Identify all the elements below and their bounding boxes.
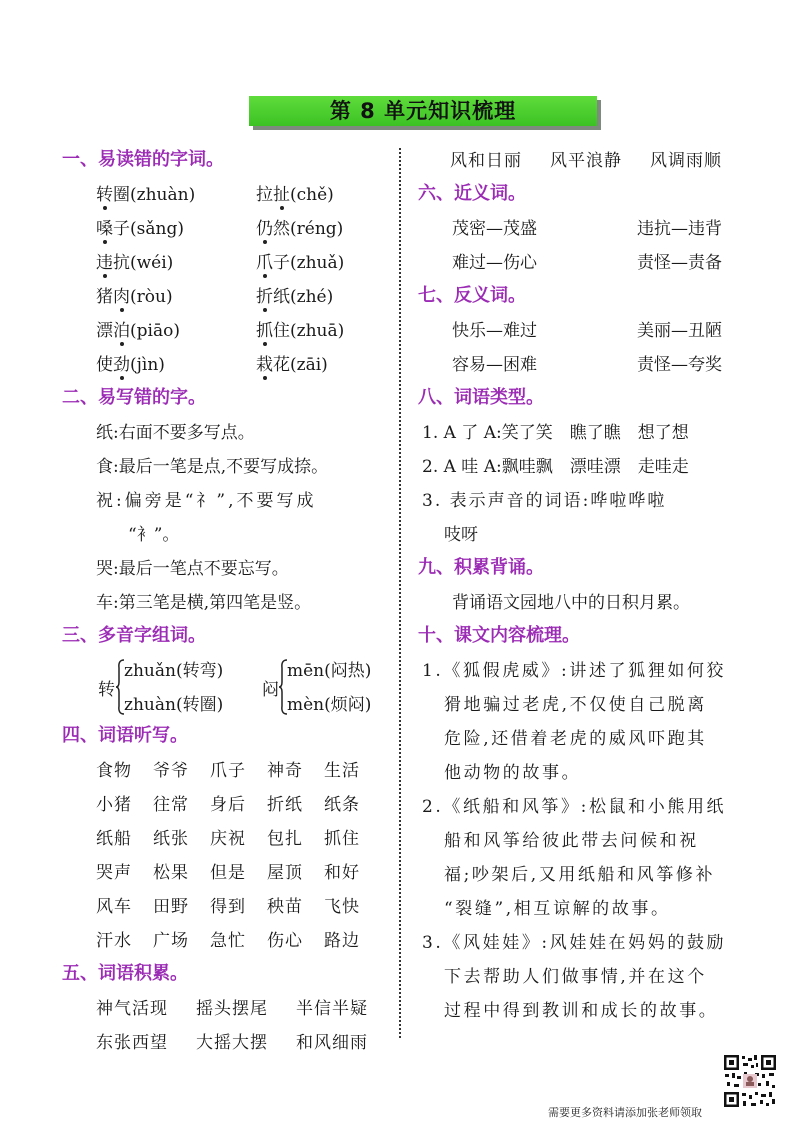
pinyin-word — [96, 212, 256, 246]
emphasized-char: 泊 — [113, 314, 130, 348]
dictation-word: 伤心 — [267, 931, 303, 951]
summary-text: 船和风筝给彼此带去问候和祝 — [444, 831, 699, 851]
pinyin-word — [96, 348, 256, 382]
word-pair-row — [422, 246, 774, 280]
word-part: (piāo) — [130, 321, 180, 341]
section-title: 十、课文内容梳理。 — [418, 625, 580, 646]
emphasized-char: 劲 — [113, 348, 130, 382]
polyphone-block — [66, 654, 384, 720]
dictation-word: 但是 — [210, 863, 246, 883]
emphasized-char: 折 — [256, 280, 273, 314]
pinyin-word — [256, 348, 328, 382]
dictation-word: 纸条 — [324, 795, 360, 815]
list-item: 2. A 哇 A:飘哇飘 漂哇漂 走哇走 — [422, 457, 689, 477]
pinyin-word — [96, 314, 256, 348]
emphasized-char: 肉 — [113, 280, 130, 314]
emphasized-char: 仍 — [256, 212, 273, 246]
list-item: 食:最后一笔是点,不要写成捺。 — [96, 457, 329, 477]
summary-line — [422, 994, 774, 1028]
summary-text: 《纸船和风筝》:松鼠和小熊用纸 — [443, 797, 727, 817]
pinyin-word — [96, 246, 256, 280]
word-part: 拉 — [256, 185, 273, 205]
dictation-word: 广场 — [153, 931, 189, 951]
dictation-word: 庆祝 — [210, 829, 246, 849]
lesson-summary-list — [422, 654, 774, 1028]
word-row — [66, 890, 384, 924]
section-title: 一、易读错的字词。 — [62, 149, 224, 170]
idiom: 风平浪静 — [550, 151, 622, 171]
idiom: 风调雨顺 — [650, 151, 722, 171]
summary-text: 过程中得到教训和成长的故事。 — [444, 1001, 719, 1021]
word-part: 猪 — [96, 287, 113, 307]
qr-code-icon — [722, 1053, 778, 1109]
summary-line — [422, 960, 774, 994]
pinyin-word — [256, 212, 343, 246]
word-part: 使 — [96, 355, 113, 375]
emphasized-char: 扯 — [273, 178, 290, 212]
word-pair: 美丽—丑陋 — [637, 321, 722, 341]
word-accumulation-list — [66, 992, 384, 1060]
footer-note: 需要更多资料请添加张老师领取 — [548, 1106, 702, 1119]
dictation-word: 得到 — [210, 897, 246, 917]
synonym-list — [422, 212, 774, 280]
word-part: 然(réng) — [273, 219, 344, 239]
emphasized-char: 栽 — [256, 348, 273, 382]
dictation-word: 风车 — [96, 897, 132, 917]
dictation-word-grid — [66, 754, 384, 958]
list-item: 3. 表示声音的词语:哗啦哗啦 — [422, 491, 667, 511]
list-item: 纸:右面不要多写点。 — [96, 423, 255, 443]
item-number: 2. — [422, 797, 444, 817]
pinyin-word — [96, 178, 256, 212]
summary-line — [422, 790, 774, 824]
dictation-word: 田野 — [153, 897, 189, 917]
section-title: 九、积累背诵。 — [418, 557, 544, 578]
pinyin-word — [256, 246, 344, 280]
word-row — [66, 856, 384, 890]
idiom: 摇头摆尾 — [196, 999, 268, 1019]
word-row — [66, 822, 384, 856]
pinyin-word — [256, 314, 344, 348]
pinyin-word — [256, 178, 334, 212]
word-pair: 容易—困难 — [452, 355, 537, 375]
dictation-word: 抓住 — [324, 829, 360, 849]
word-part: 圈(zhuàn) — [113, 185, 196, 205]
dictation-word: 食物 — [96, 761, 132, 781]
list-item: 车:第三笔是横,第四笔是竖。 — [96, 593, 312, 613]
right-column — [418, 144, 774, 1028]
word-part: (chě) — [290, 185, 334, 205]
dictation-word: 汗水 — [96, 931, 132, 951]
item-number: 3. — [422, 933, 444, 953]
page-title: 第 8 单元知识梳理 — [249, 96, 597, 126]
word-row — [66, 178, 384, 212]
dictation-word: 往常 — [153, 795, 189, 815]
dictation-word: 神奇 — [267, 761, 303, 781]
summary-text: “裂缝”,相互谅解的故事。 — [444, 899, 671, 919]
list-item: 哭:最后一笔点不要忘写。 — [96, 559, 289, 579]
dictation-word: 爪子 — [210, 761, 246, 781]
emphasized-char: 爪 — [256, 246, 273, 280]
summary-line — [422, 688, 774, 722]
list-item-continued: 吱呀 — [444, 525, 478, 545]
dictation-word: 哭声 — [96, 863, 132, 883]
dictation-word: 爷爷 — [153, 761, 189, 781]
summary-text: 他动物的故事。 — [444, 763, 582, 783]
summary-line — [422, 654, 774, 688]
dictation-word: 折纸 — [267, 795, 303, 815]
dictation-word: 路边 — [324, 931, 360, 951]
word-row — [66, 314, 384, 348]
word-part: 抗(wéi) — [113, 253, 174, 273]
dictation-word: 小猪 — [96, 795, 132, 815]
section-title: 五、词语积累。 — [62, 963, 188, 984]
summary-text: 《狐假虎威》:讲述了狐狸如何狡 — [443, 661, 727, 681]
word-row — [66, 924, 384, 958]
word-accumulation-continued — [422, 144, 774, 178]
summary-line — [422, 722, 774, 756]
word-row — [66, 212, 384, 246]
word-pair: 责怪—夸奖 — [637, 355, 722, 375]
summary-line — [422, 892, 774, 926]
recitation-text: 背诵语文园地八中的日积月累。 — [452, 593, 690, 613]
pinyin-word — [256, 280, 333, 314]
title-banner — [249, 96, 601, 128]
word-part: 子(zhuǎ) — [273, 253, 345, 273]
polyphone-reading: zhuàn(转圈) — [124, 695, 224, 715]
word-pair: 违抗—违背 — [637, 219, 722, 239]
section-title: 六、近义词。 — [418, 183, 526, 204]
idiom: 大摇大摆 — [196, 1033, 268, 1053]
word-part: 漂 — [96, 321, 113, 341]
dictation-word: 包扎 — [267, 829, 303, 849]
dictation-word: 生活 — [324, 761, 360, 781]
section-title: 八、词语类型。 — [418, 387, 544, 408]
dictation-word: 急忙 — [210, 931, 246, 951]
idiom: 神气活现 — [96, 999, 168, 1019]
idiom-row — [66, 992, 384, 1026]
dictation-word: 飞快 — [324, 897, 360, 917]
section-title: 四、词语听写。 — [62, 725, 188, 746]
word-part: 住(zhuā) — [273, 321, 345, 341]
emphasized-char: 违 — [96, 246, 113, 280]
list-item: 祝:偏旁是“礻”,不要写成 — [96, 491, 317, 511]
summary-text: 《风娃娃》:风娃娃在妈妈的鼓励 — [443, 933, 727, 953]
dictation-word: 松果 — [153, 863, 189, 883]
word-pair-row — [422, 212, 774, 246]
section-title: 七、反义词。 — [418, 285, 526, 306]
polyphone-char: 闷 — [262, 680, 279, 700]
dictation-word: 身后 — [210, 795, 246, 815]
word-row — [66, 246, 384, 280]
emphasized-char: 抓 — [256, 314, 273, 348]
summary-text: 福;吵架后,又用纸船和风筝修补 — [444, 865, 716, 885]
summary-line — [422, 824, 774, 858]
idiom-row — [422, 144, 774, 178]
word-pair: 责怪—责备 — [637, 253, 722, 273]
dictation-word: 纸船 — [96, 829, 132, 849]
dictation-word: 秧苗 — [267, 897, 303, 917]
antonym-list — [422, 314, 774, 382]
word-pair: 难过—伤心 — [452, 253, 537, 273]
polyphone-reading: zhuǎn(转弯) — [124, 661, 224, 681]
emphasized-char: 嗓 — [96, 212, 113, 246]
dictation-word: 纸张 — [153, 829, 189, 849]
word-pair: 茂密—茂盛 — [452, 219, 537, 239]
emphasized-char: 转 — [96, 178, 113, 212]
section-title: 三、多音字组词。 — [62, 625, 206, 646]
idiom: 风和日丽 — [450, 151, 522, 171]
word-part: (jìn) — [130, 355, 165, 375]
word-row — [66, 754, 384, 788]
word-part: (ròu) — [130, 287, 173, 307]
word-part: 子(sǎng) — [113, 219, 184, 239]
item-number: 1. — [422, 661, 444, 681]
list-item-continued: “衤”。 — [128, 525, 180, 545]
summary-text: 下去帮助人们做事情,并在这个 — [444, 967, 707, 987]
section-title: 二、易写错的字。 — [62, 387, 206, 408]
column-divider — [399, 148, 401, 1038]
pinyin-word — [96, 280, 256, 314]
dictation-word: 屋顶 — [267, 863, 303, 883]
dictation-word: 和好 — [324, 863, 360, 883]
word-pair-row — [422, 314, 774, 348]
polyphone-char: 转 — [98, 680, 115, 700]
word-row — [66, 788, 384, 822]
idiom-row — [66, 1026, 384, 1060]
word-pair: 快乐—难过 — [452, 321, 537, 341]
idiom: 和风细雨 — [296, 1033, 368, 1053]
list-item: 1. A 了 A:笑了笑 瞧了瞧 想了想 — [422, 423, 689, 443]
word-part: 纸(zhé) — [273, 287, 334, 307]
word-pair-row — [422, 348, 774, 382]
word-row — [66, 280, 384, 314]
polyphone-reading: mèn(烦闷) — [287, 695, 372, 715]
easy-misread-list — [66, 178, 384, 382]
left-column — [62, 144, 384, 1060]
summary-line — [422, 756, 774, 790]
idiom: 东张西望 — [96, 1033, 168, 1053]
polyphone-reading: mēn(闷热) — [287, 661, 372, 681]
idiom: 半信半疑 — [296, 999, 368, 1019]
summary-text: 危险,还借着老虎的威风吓跑其 — [444, 729, 707, 749]
summary-text: 猾地骗过老虎,不仅使自己脱离 — [444, 695, 707, 715]
word-row — [66, 348, 384, 382]
word-part: 花(zāi) — [273, 355, 328, 375]
summary-line — [422, 858, 774, 892]
summary-line — [422, 926, 774, 960]
